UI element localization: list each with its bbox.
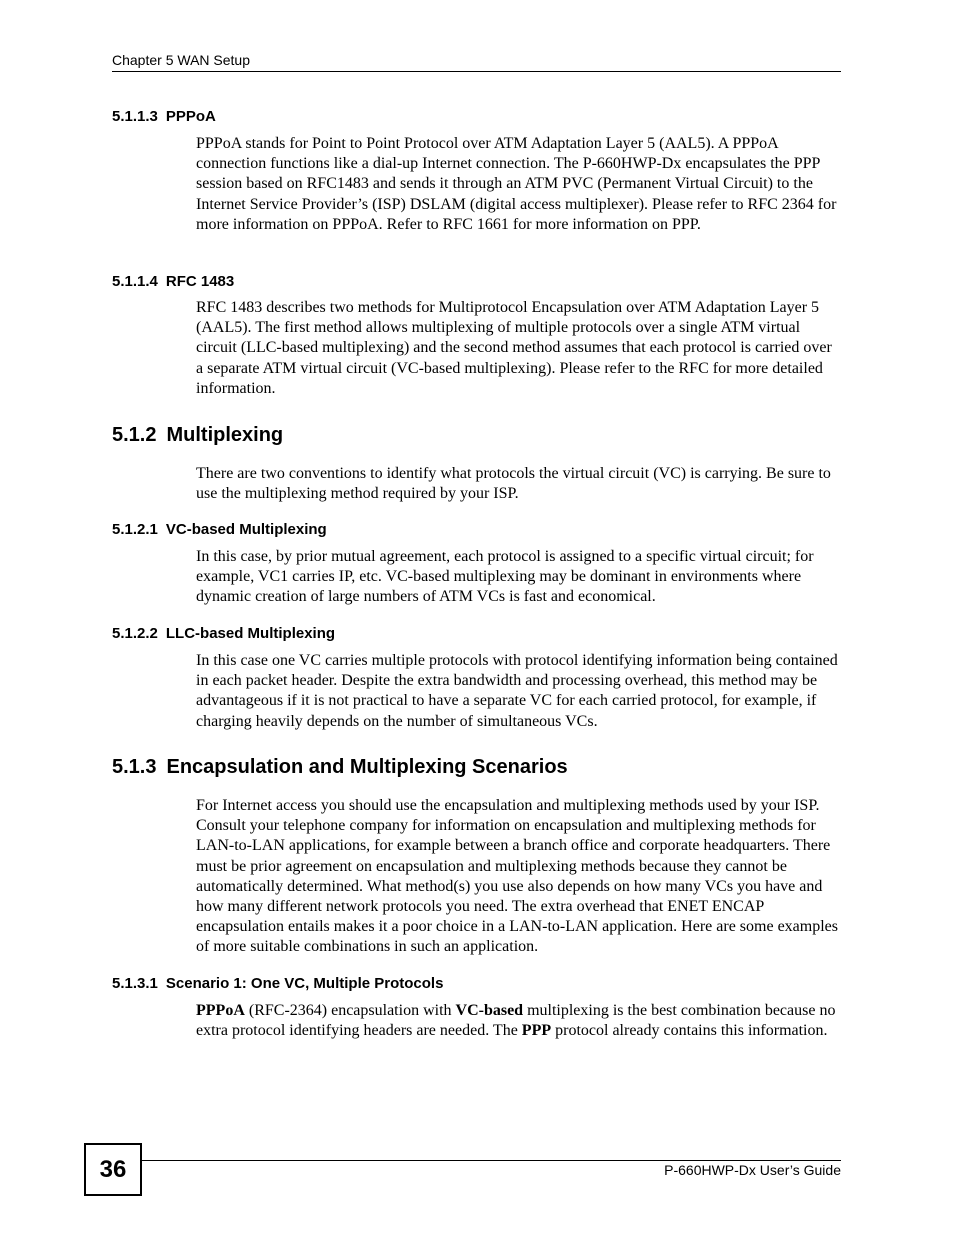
vc-based-paragraph xyxy=(196,547,841,608)
footer-rule xyxy=(140,1160,841,1161)
paragraph-text: RFC 1483 describes two methods for Multiprotocol Encapsulation over ATM Adaptation Layer 5 (AAL5). The first method allows multiplexing of multiple protocols over a single ATM virtual circuit (LLC-based multiplexing) and the second method assumes that each protocol is carried over a separate ATM virtual circuit (VC-based multiplexing). Please refer to the RFC for more detailed information. xyxy=(196,299,832,397)
bold-term: PPP xyxy=(521,1022,552,1040)
paragraph-text: There are two conventions to identify what protocols the virtual circuit (VC) is carrying. Be sure to use the multiplexing method required by your ISP. xyxy=(196,465,831,503)
bold-term: PPPoA xyxy=(196,1002,245,1019)
section-number: 5.1.2.2 xyxy=(112,625,158,642)
section-number: 5.1.1.3 xyxy=(112,108,158,125)
scenarios-paragraph xyxy=(196,796,841,958)
section-title: PPPoA xyxy=(165,108,216,125)
section-title: LLC-based Multiplexing xyxy=(165,625,336,642)
bold-term: VC-based xyxy=(455,1002,524,1019)
section-title: Scenario 1: One VC, Multiple Protocols xyxy=(165,975,444,992)
heading-multiplexing xyxy=(112,424,283,447)
guide-title: P-660HWP-Dx User’s Guide xyxy=(664,1162,841,1178)
running-header: Chapter 5 WAN Setup xyxy=(112,52,250,68)
section-number: 5.1.3 xyxy=(112,756,157,778)
section-number: 5.1.2.1 xyxy=(112,521,158,538)
paragraph-text: (RFC-2364) encapsulation with xyxy=(244,1002,456,1019)
pppoa-paragraph xyxy=(196,134,841,235)
section-title: Multiplexing xyxy=(166,424,284,446)
multiplexing-paragraph xyxy=(196,464,841,504)
section-number: 5.1.1.4 xyxy=(112,273,158,290)
section-title: Encapsulation and Multiplexing Scenarios xyxy=(166,756,568,778)
heading-vc-based xyxy=(112,521,327,538)
heading-scenario1 xyxy=(112,975,443,992)
paragraph-text: multiplexing is the best combination because no extra protocol identifying headers are needed. The xyxy=(196,1002,836,1040)
section-number: 5.1.2 xyxy=(112,424,157,446)
page-number: 36 xyxy=(84,1143,142,1196)
header-rule xyxy=(112,71,841,72)
paragraph-text: In this case one VC carries multiple protocols with protocol identifying information being contained in each packet header. Despite the extra bandwidth and processing overhead, this method may be advantageous if it is not practical to have a separate VC for each carried protocol, for example, if charging heavily depends on the number of simultaneous VCs. xyxy=(196,652,838,730)
section-title: VC-based Multiplexing xyxy=(165,521,327,538)
heading-llc-based xyxy=(112,625,335,642)
paragraph-text: In this case, by prior mutual agreement, each protocol is assigned to a specific virtual circuit; for example, VC1 carries IP, etc. VC-based multiplexing may be dominant in environments where dynamic creation of large numbers of ATM VCs is fast and economical. xyxy=(196,548,814,606)
rfc1483-paragraph xyxy=(196,298,841,399)
scenario1-paragraph xyxy=(196,1001,841,1041)
heading-pppoa xyxy=(112,108,216,125)
heading-scenarios xyxy=(112,756,568,779)
paragraph-text: protocol already contains this information. xyxy=(551,1022,828,1040)
heading-rfc1483 xyxy=(112,273,234,290)
llc-based-paragraph xyxy=(196,651,841,732)
section-title: RFC 1483 xyxy=(165,273,235,290)
section-number: 5.1.3.1 xyxy=(112,975,158,992)
paragraph-text: PPPoA stands for Point to Point Protocol over ATM Adaptation Layer 5 (AAL5). A PPPoA connection functions like a dial-up Internet connection. The P-660HWP-Dx encapsulates the PPP session based on RFC1483 and sends it through an ATM PVC (Permanent Virtual Circuit) to the Internet Service Provider’s (ISP) DSLAM (digital access multiplexer). Please refer to RFC 2364 for more information on PPPoA. Refer to RFC 1661 for more information on PPP. xyxy=(196,135,837,233)
paragraph-text: For Internet access you should use the encapsulation and multiplexing methods used by your ISP. Consult your telephone company for information on encapsulation and multiplexing methods for LAN-to-LAN applications, for example between a branch office and corporate headquarters. There must be prior agreement on encapsulation and multiplexing methods because they cannot be automatically determined. What method(s) you use also depends on how many VCs you have and how many different network protocols you need. The extra overhead that ENET ENCAP encapsulation entails makes it a poor choice in a LAN-to-LAN application. Here are some examples of more suitable combinations in such an application. xyxy=(196,797,838,956)
